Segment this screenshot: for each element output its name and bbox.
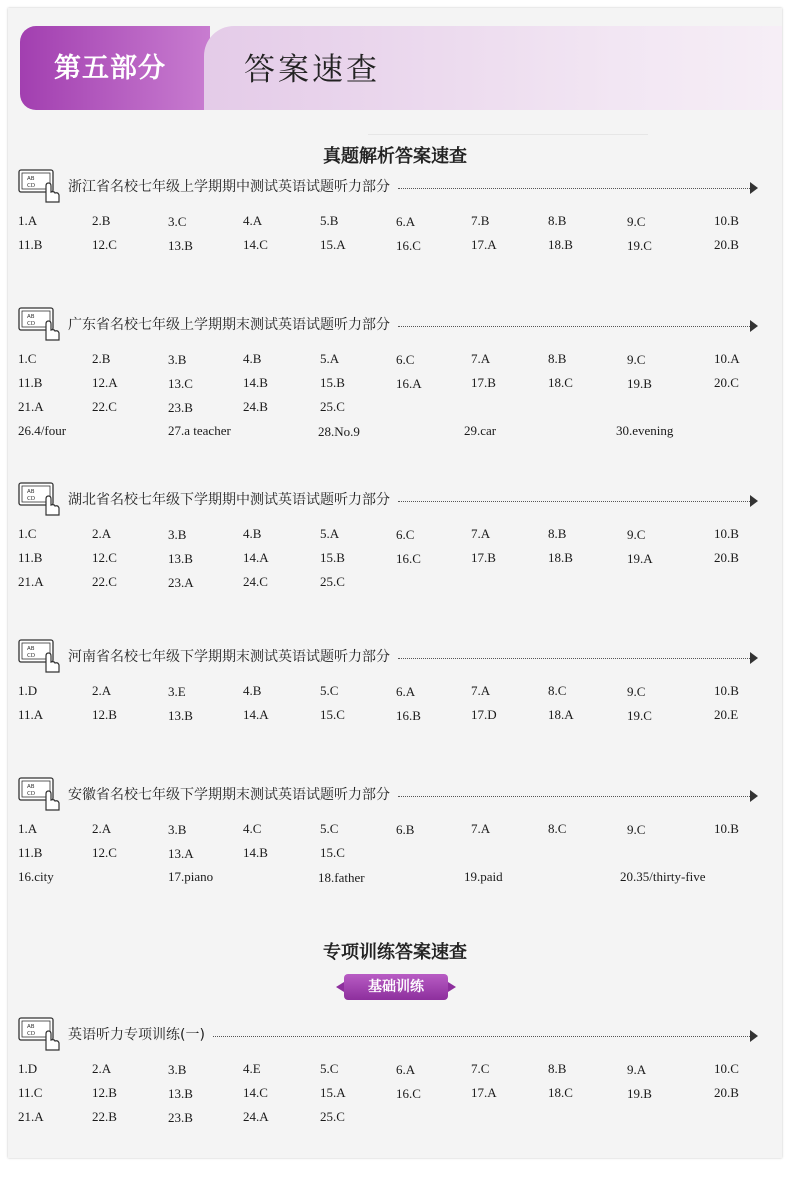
answer-item: 8.C — [548, 683, 567, 698]
answer-item: 21.A — [18, 399, 44, 414]
answer-item: 18.C — [548, 1085, 573, 1100]
answer-item: 10.B — [714, 683, 739, 698]
answer-item: 19.C — [627, 238, 652, 253]
answer-item: 23.B — [168, 1110, 193, 1125]
answer-item: 2.B — [92, 213, 111, 228]
answer-item: 18.A — [548, 707, 574, 722]
answer-item: 13.B — [168, 238, 193, 253]
answer-item: 2.A — [92, 683, 112, 698]
answer-item: 8.B — [548, 1061, 567, 1076]
answer-item: 12.B — [92, 707, 117, 722]
answer-item: 8.B — [548, 526, 567, 541]
answer-item: 6.C — [396, 352, 415, 367]
answer-item: 20.E — [714, 707, 739, 722]
answer-item: 7.A — [471, 683, 491, 698]
svg-text:CD: CD — [27, 496, 36, 502]
answer-item: 20.B — [714, 237, 739, 252]
basic-training-badge — [344, 974, 448, 1000]
dotted-rule — [398, 658, 750, 659]
arrow-icon — [750, 320, 758, 332]
listening-icon — [18, 776, 62, 812]
svg-text:AB: AB — [27, 784, 35, 790]
answer-item: 11.B — [18, 845, 43, 860]
answer-item: 7.A — [471, 526, 491, 541]
answer-item: 16.B — [396, 708, 421, 723]
answer-item: 5.C — [320, 683, 339, 698]
answer-item: 5.A — [320, 526, 340, 541]
answer-item: 1.C — [18, 526, 37, 541]
answer-item: 22.B — [92, 1109, 117, 1124]
answer-item: 4.B — [243, 683, 262, 698]
answer-item: 15.B — [320, 550, 345, 565]
answer-item: 4.B — [243, 351, 262, 366]
answer-item: 19.C — [627, 708, 652, 723]
answer-item: 23.B — [168, 400, 193, 415]
svg-text:AB: AB — [27, 1024, 35, 1030]
answer-item: 2.A — [92, 1061, 112, 1076]
svg-text:CD: CD — [27, 321, 36, 327]
answer-item: 24.A — [243, 1109, 269, 1124]
answer-item: 4.B — [243, 526, 262, 541]
answer-item: 14.A — [243, 550, 269, 565]
answer-item: 6.A — [396, 214, 416, 229]
answer-item: 12.C — [92, 237, 117, 252]
svg-text:CD: CD — [27, 653, 36, 659]
answer-item: 30.evening — [616, 423, 674, 438]
listening-icon — [18, 168, 62, 204]
answer-item: 3.B — [168, 1062, 187, 1077]
answer-item: 8.B — [548, 213, 567, 228]
block-title: 广东省名校七年级上学期期末测试英语试题听力部分 — [68, 317, 390, 333]
answer-item: 3.E — [168, 684, 186, 699]
answer-item: 4.E — [243, 1061, 261, 1076]
answer-item: 21.A — [18, 574, 44, 589]
arrow-icon — [750, 182, 758, 194]
answer-item: 16.city — [18, 869, 54, 884]
answer-item: 2.A — [92, 526, 112, 541]
answer-item: 12.C — [92, 845, 117, 860]
dotted-rule — [398, 326, 750, 327]
dotted-rule — [398, 188, 750, 189]
answer-item: 11.B — [18, 237, 43, 252]
answer-item: 10.B — [714, 526, 739, 541]
answer-item: 23.A — [168, 575, 194, 590]
answer-item: 7.A — [471, 821, 491, 836]
dotted-rule — [213, 1036, 750, 1037]
answer-item: 19.B — [627, 376, 652, 391]
answer-item: 20.35/thirty-five — [620, 869, 706, 884]
svg-text:AB: AB — [27, 176, 35, 182]
answer-item: 5.C — [320, 821, 339, 836]
answer-item: 24.C — [243, 574, 268, 589]
answer-item: 6.A — [396, 1062, 416, 1077]
answer-item: 17.D — [471, 707, 497, 722]
block-header — [18, 306, 758, 342]
answer-item: 14.A — [243, 707, 269, 722]
answer-item: 10.B — [714, 821, 739, 836]
answer-item: 1.A — [18, 213, 38, 228]
svg-text:CD: CD — [27, 1031, 36, 1037]
section-title-training: 专项训练答案速查 — [323, 942, 467, 963]
answer-item: 28.No.9 — [318, 424, 360, 439]
answer-item: 7.A — [471, 351, 491, 366]
answer-item: 15.C — [320, 845, 345, 860]
block-header — [18, 638, 758, 674]
badge-label: 基础训练 — [368, 979, 424, 995]
answer-item: 9.C — [627, 527, 646, 542]
answer-item: 13.A — [168, 846, 194, 861]
answer-page — [8, 8, 782, 1158]
block-header — [18, 481, 758, 517]
answer-item: 18.B — [548, 237, 573, 252]
answer-item: 6.C — [396, 527, 415, 542]
svg-text:CD: CD — [27, 791, 36, 797]
arrow-icon — [750, 495, 758, 507]
answer-item: 15.C — [320, 707, 345, 722]
answer-item: 26.4/four — [18, 423, 67, 438]
arrow-icon — [750, 790, 758, 802]
answer-item: 17.A — [471, 237, 497, 252]
block-header — [18, 168, 758, 204]
answer-item: 20.B — [714, 550, 739, 565]
answer-item: 1.D — [18, 1061, 38, 1076]
answer-item: 3.B — [168, 527, 187, 542]
answer-item: 13.B — [168, 708, 193, 723]
answer-item: 15.A — [320, 237, 346, 252]
answer-item: 19.paid — [464, 869, 503, 884]
block-title: 浙江省名校七年级上学期期中测试英语试题听力部分 — [68, 179, 390, 195]
answer-item: 1.C — [18, 351, 37, 366]
answer-item: 10.B — [714, 213, 739, 228]
part-label: 第五部分 — [54, 53, 166, 84]
block-header — [18, 1016, 758, 1052]
answer-item: 1.D — [18, 683, 38, 698]
answer-item: 17.B — [471, 375, 496, 390]
listening-icon — [18, 306, 62, 342]
answer-item: 18.C — [548, 375, 573, 390]
answer-item: 22.C — [92, 574, 117, 589]
answer-item: 6.A — [396, 684, 416, 699]
answer-item: 1.A — [18, 821, 38, 836]
svg-text:AB: AB — [27, 314, 35, 320]
answer-item: 7.B — [471, 213, 490, 228]
answer-item: 15.A — [320, 1085, 346, 1100]
answer-item: 10.A — [714, 351, 740, 366]
block-title: 安徽省名校七年级下学期期末测试英语试题听力部分 — [68, 787, 390, 803]
answer-item: 14.C — [243, 1085, 268, 1100]
answer-item: 12.A — [92, 375, 118, 390]
answer-item: 25.C — [320, 574, 345, 589]
answer-item: 9.C — [627, 822, 646, 837]
arrow-icon — [750, 1030, 758, 1042]
answer-item: 21.A — [18, 1109, 44, 1124]
answer-item: 6.B — [396, 822, 415, 837]
answer-item: 10.C — [714, 1061, 739, 1076]
answer-item: 3.B — [168, 822, 187, 837]
answer-item: 25.C — [320, 399, 345, 414]
answer-item: 9.A — [627, 1062, 647, 1077]
answer-item: 16.C — [396, 238, 421, 253]
dotted-rule — [398, 796, 750, 797]
answer-item: 17.B — [471, 550, 496, 565]
answer-item: 16.C — [396, 551, 421, 566]
answer-item: 15.B — [320, 375, 345, 390]
listening-icon — [18, 481, 62, 517]
answer-item: 25.C — [320, 1109, 345, 1124]
answer-item: 9.C — [627, 214, 646, 229]
answer-item: 4.C — [243, 821, 262, 836]
answer-item: 11.A — [18, 707, 44, 722]
answer-item: 13.C — [168, 376, 193, 391]
answer-item: 14.C — [243, 237, 268, 252]
answer-item: 29.car — [464, 423, 497, 438]
answer-item: 11.C — [18, 1085, 43, 1100]
part-tab — [20, 26, 210, 110]
answer-item: 22.C — [92, 399, 117, 414]
answer-item: 14.B — [243, 375, 268, 390]
listening-icon — [18, 638, 62, 674]
answer-item: 3.C — [168, 214, 187, 229]
svg-text:AB: AB — [27, 489, 35, 495]
answer-item: 3.B — [168, 352, 187, 367]
answer-item: 8.C — [548, 821, 567, 836]
svg-text:CD: CD — [27, 183, 36, 189]
answer-item: 16.A — [396, 376, 422, 391]
answer-item: 2.B — [92, 351, 111, 366]
answer-item: 20.B — [714, 1085, 739, 1100]
answer-item: 7.C — [471, 1061, 490, 1076]
answer-item: 18.B — [548, 550, 573, 565]
title-tab — [204, 26, 782, 110]
answer-item: 5.C — [320, 1061, 339, 1076]
section-title-exam: 真题解析答案速查 — [323, 146, 467, 167]
answer-item: 11.B — [18, 375, 43, 390]
answer-item: 13.B — [168, 1086, 193, 1101]
answer-item: 27.a teacher — [168, 423, 231, 438]
answer-item: 17.A — [471, 1085, 497, 1100]
answer-item: 12.C — [92, 550, 117, 565]
answer-item: 19.A — [627, 551, 653, 566]
page-title: 答案速查 — [244, 52, 380, 88]
block-title: 河南省名校七年级下学期期末测试英语试题听力部分 — [68, 649, 390, 665]
block-header — [18, 776, 758, 812]
answer-item: 9.C — [627, 352, 646, 367]
answer-item: 20.C — [714, 375, 739, 390]
block-title: 英语听力专项训练(一) — [68, 1027, 205, 1043]
answer-item: 9.C — [627, 684, 646, 699]
arrow-icon — [750, 652, 758, 664]
answer-item: 5.B — [320, 213, 339, 228]
answer-item: 8.B — [548, 351, 567, 366]
dotted-rule — [398, 501, 750, 502]
answer-item: 17.piano — [168, 869, 214, 884]
block-title: 湖北省名校七年级下学期期中测试英语试题听力部分 — [68, 492, 390, 508]
answer-item: 13.B — [168, 551, 193, 566]
svg-text:AB: AB — [27, 646, 35, 652]
answer-item: 16.C — [396, 1086, 421, 1101]
answer-item: 5.A — [320, 351, 340, 366]
answer-item: 14.B — [243, 845, 268, 860]
answer-item: 4.A — [243, 213, 263, 228]
answer-item: 19.B — [627, 1086, 652, 1101]
answer-item: 11.B — [18, 550, 43, 565]
answer-item: 12.B — [92, 1085, 117, 1100]
answer-item: 24.B — [243, 399, 268, 414]
listening-icon — [18, 1016, 62, 1052]
answer-item: 18.father — [318, 870, 365, 885]
answer-item: 2.A — [92, 821, 112, 836]
